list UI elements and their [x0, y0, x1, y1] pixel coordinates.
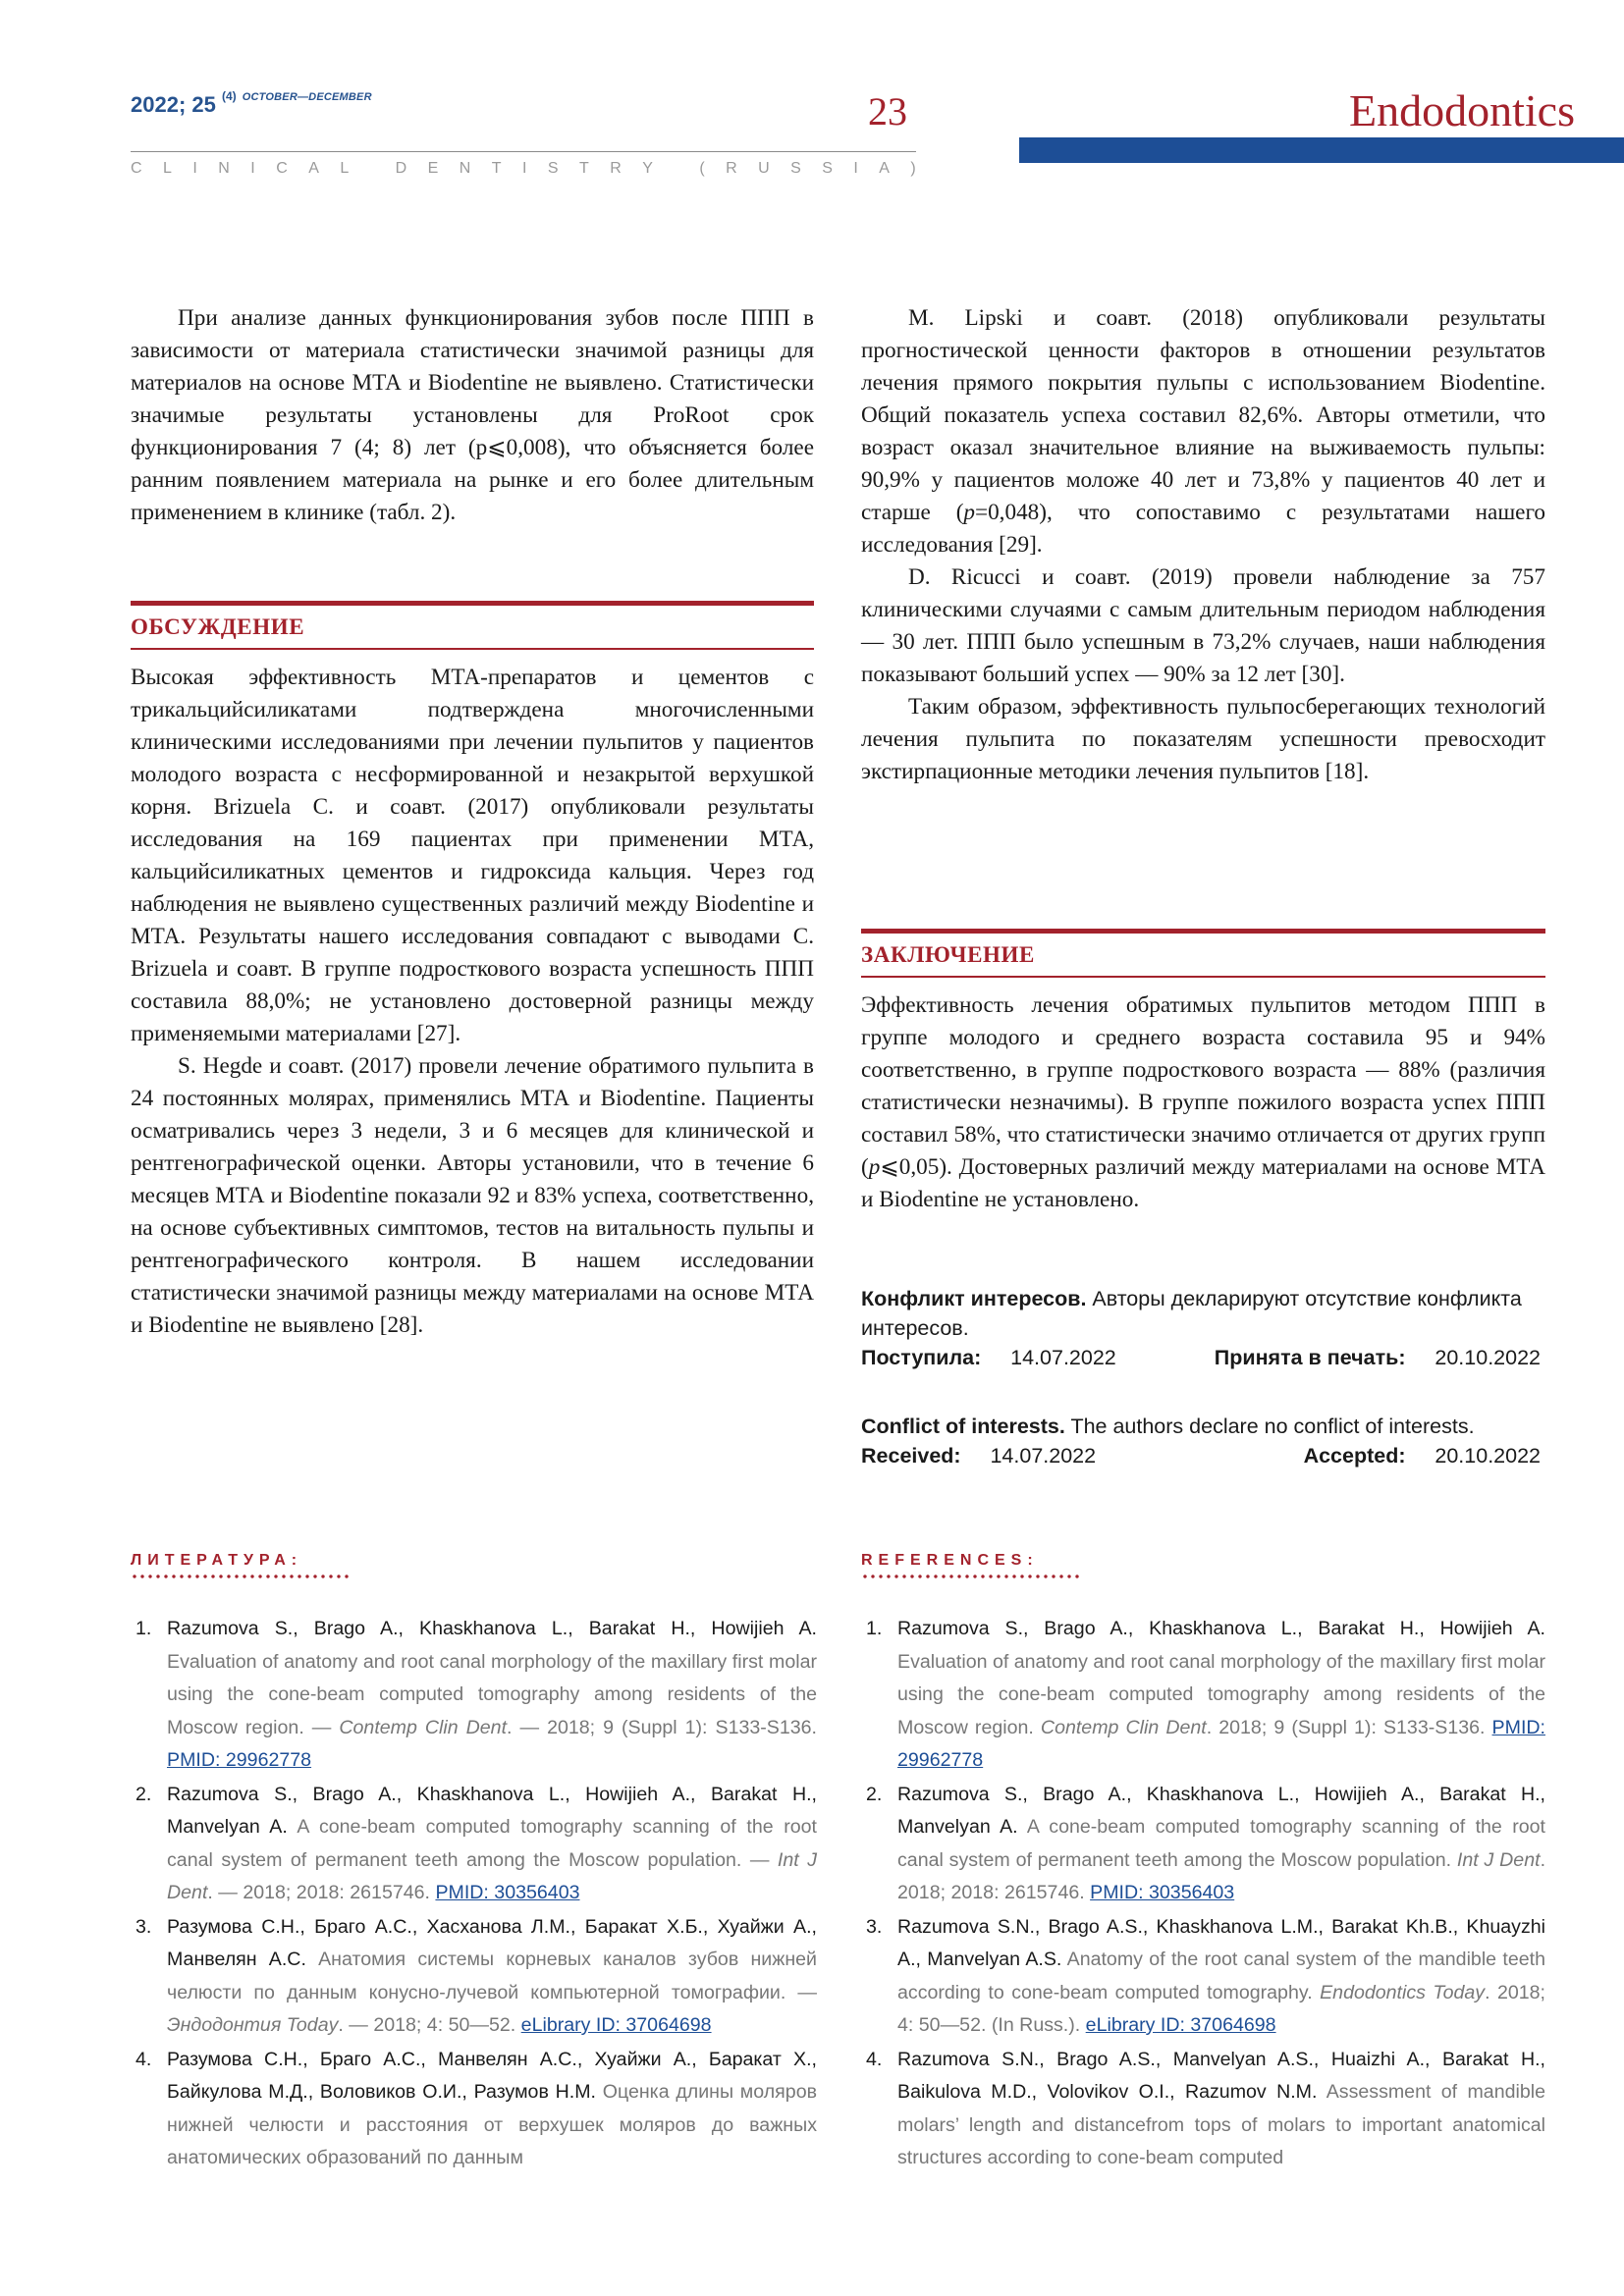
- reference-title: A cone-beam computed tomography scanning of the root canal system of permanent teeth among the Moscow population.: [897, 1816, 1545, 1871]
- conflict-en-label: Conflict of interests.: [861, 1415, 1065, 1438]
- conclusion-paragraph: [861, 989, 1545, 1216]
- conclusion-text: [861, 989, 1545, 1216]
- conclusion-heading: ЗАКЛЮЧЕНИЕ: [861, 942, 1035, 967]
- reference-link[interactable]: PMID: 30356403: [1090, 1882, 1235, 1903]
- reference-authors: Razumova S., Brago A., Khaskhanova L., Howijieh A., Barakat H., Manvelyan A.: [897, 1783, 1545, 1838]
- reference-number: 4.: [866, 2048, 883, 2070]
- reference-title: Оценка длины моляров нижней челюсти и расстояния от верхушек моляров до важных анатомических образований по данным: [167, 2081, 817, 2168]
- reference-authors: Razumova S., Brago A., Khaskhanova L., Barakat H., Howijieh A.: [897, 1618, 1545, 1639]
- reference-number: 2.: [135, 1783, 152, 1805]
- journal-letter: N: [459, 160, 471, 177]
- reference-authors: Разумова С.Н., Браго А.С., Манвелян А.С., Хуайжи А., Баракат Х., Байкулова М.Д., Воловиков О.И., Разумов Н.М.: [167, 2048, 817, 2103]
- dates-ru: [861, 1343, 1541, 1372]
- reference-item: [866, 1911, 1545, 2043]
- accepted-date-ru: 20.10.2022: [1435, 1346, 1541, 1369]
- references-ru-dots: [131, 1575, 352, 1578]
- reference-number: 2.: [866, 1783, 883, 1805]
- reference-number: 1.: [135, 1618, 152, 1639]
- reference-item: [135, 1613, 817, 1778]
- journal-letter: L: [340, 160, 350, 177]
- conclusion-text-a: Эффективность лечения обратимых пульпитов методом ППП в группе молодого и среднего возраста составила 95 и 94% соответственно, в группе подросткового возраста — 88% (различия статистически незначимы). В группе пожилого возраста успех ППП составил 58%, что статистически значимо отличается от других групп (: [861, 992, 1545, 1180]
- section-color-bar: [1019, 137, 1624, 163]
- discussion-text: [131, 662, 814, 1342]
- references-en-heading: REFERENCES:: [861, 1552, 1039, 1569]
- reference-title: Анатомия системы корневых каналов зубов нижней челюсти по данным конусно-лучевой компьютерной томографии. —: [167, 1949, 817, 2003]
- references-en-dots: [861, 1575, 1083, 1578]
- reference-details: . — 2018; 2018: 2615746.: [207, 1882, 436, 1903]
- reference-journal: Endodontics Today: [1320, 1981, 1486, 2003]
- reference-link[interactable]: eLibrary ID: 37064698: [1085, 2014, 1276, 2036]
- references-en-list: [866, 1613, 1545, 2176]
- right-paragraph-1: [861, 302, 1545, 561]
- journal-letter: R: [726, 160, 737, 177]
- received-date-ru: 14.07.2022: [1010, 1346, 1116, 1369]
- journal-letter: Y: [642, 160, 653, 177]
- reference-number: 1.: [866, 1618, 883, 1639]
- reference-title: Assessment of mandible molars’ length and distancefrom tops of molars to important anatomical structures according to cone-beam computed: [897, 2081, 1545, 2168]
- journal-letter: I: [250, 160, 255, 177]
- reference-number: 3.: [135, 1915, 152, 1938]
- reference-details: . 2018; 4: 50—52. (In Russ.).: [897, 1981, 1545, 2036]
- discussion-paragraph-2: S. Hegde и соавт. (2017) провели лечение обратимого пульпита в 24 постоянных молярах, применялись МТА и Biodentine. Пациенты осматривались через 3 недели, 3 и 6 месяцев для клинической и рентгенографической оценки. Авторы установили, что в течение 6 месяцев МТА и Biodentine показали 92 и 83% успеха, соответственно, на основе субъективных симптомов, тестов на витальность пульпы и рентгенографического контроля. В нашем исследовании статистически значимой разницы между материалами на основе МТА и Biodentine не выявлено [28].: [131, 1053, 814, 1338]
- journal-letter: A: [879, 160, 890, 177]
- issue-number: (4): [221, 89, 237, 103]
- journal-letter: S: [822, 160, 833, 177]
- journal-letter: L: [163, 160, 172, 177]
- year-volume: 2022; 25: [131, 92, 216, 117]
- conflict-ru: [861, 1284, 1541, 1372]
- page-number: 23: [868, 89, 907, 133]
- reference-item: [135, 2044, 817, 2175]
- reference-details: . — 2018; 4: 50—52.: [338, 2014, 521, 2036]
- received-date-en: 14.07.2022: [990, 1444, 1097, 1468]
- reference-authors: Razumova S., Brago A., Khaskhanova L., Howijieh A., Barakat H., Manvelyan A.: [167, 1783, 817, 1838]
- reference-authors: Razumova S.N., Brago A.S., Khaskhanova L.M., Barakat Kh.B., Khuayzhi A., Manvelyan A.S.: [897, 1915, 1545, 1970]
- journal-letter: I: [522, 160, 527, 177]
- reference-title: Evaluation of anatomy and root canal morphology of the maxillary first molar using the cone-beam computed tomography among residents of the Moscow region. —: [167, 1650, 817, 1738]
- references-ru-heading: ЛИТЕРАТУРА:: [131, 1552, 303, 1569]
- reference-title: Evaluation of anatomy and root canal morphology of the maxillary first molar using the cone-beam computed tomography among residents of the Moscow region.: [897, 1650, 1545, 1738]
- reference-item: [135, 1911, 817, 2043]
- reference-journal: Int J Dent: [1456, 1848, 1541, 1871]
- reference-details: . 2018; 9 (Suppl 1): S133-S136.: [1206, 1716, 1492, 1738]
- section-title: Endodontics: [1349, 85, 1575, 135]
- conflict-en: [861, 1412, 1541, 1470]
- journal-letter: I: [192, 160, 197, 177]
- reference-details: . — 2018; 9 (Suppl 1): S133-S136.: [507, 1716, 817, 1738]
- reference-link[interactable]: PMID: 29962778: [167, 1749, 312, 1771]
- conclusion-bottom-rule: [861, 976, 1545, 978]
- reference-item: [866, 1613, 1545, 1778]
- discussion-heading: ОБСУЖДЕНИЕ: [131, 614, 305, 639]
- reference-item: [135, 1779, 817, 1910]
- conclusion-top-rule: [861, 929, 1545, 934]
- conflict-ru-statement: [861, 1284, 1541, 1343]
- reference-authors: Разумова С.Н., Браго А.С., Хасханова Л.М., Баракат Х.Б., Хуайжи А., Манвелян А.С.: [167, 1915, 817, 1970]
- conflict-en-text: The authors declare no conflict of interests.: [1064, 1415, 1475, 1438]
- p-value-symbol: p: [963, 500, 976, 525]
- left-column: [131, 302, 814, 529]
- journal-name: [131, 160, 916, 178]
- intro-paragraph: При анализе данных функционирования зубов после ППП в зависимости от материала статистически значимой разницы для материалов на основе МТА и Biodentine не выявлено. Статистически значимые результаты установлены для ProRoot срок функционирования 7 (4; 8) лет (p⩽0,008), что объясняется более ранним появлением материала на рынке и его более длительным применением в клинике (табл. 2).: [131, 305, 814, 525]
- journal-letter: ): [910, 160, 916, 177]
- reference-link[interactable]: PMID: 30356403: [435, 1882, 580, 1903]
- discussion-bottom-rule: [131, 648, 814, 650]
- reference-item: [866, 1779, 1545, 1910]
- conflict-en-statement: [861, 1412, 1541, 1441]
- received-label-ru: Поступила:: [861, 1346, 982, 1369]
- reference-number: 3.: [866, 1915, 883, 1938]
- journal-letter: D: [395, 160, 407, 177]
- right-paragraph-3: Таким образом, эффективность пульпосберегающих технологий лечения пульпита по показателям успешности превосходит экстирпационные методики лечения пульпитов [18].: [861, 694, 1545, 784]
- reference-authors: Razumova S., Brago A., Khaskhanova L., Barakat H., Howijieh A.: [167, 1618, 817, 1639]
- reference-journal: Эндодонтия Today: [167, 2014, 339, 2036]
- discussion-top-rule: [131, 601, 814, 606]
- header-rule: [131, 151, 916, 152]
- issue-info: [131, 89, 372, 118]
- reference-title: Anatomy of the root canal system of the mandible teeth according to cone-beam computed tomography.: [897, 1949, 1545, 2003]
- journal-letter: C: [131, 160, 142, 177]
- reference-link[interactable]: eLibrary ID: 37064698: [520, 2014, 712, 2036]
- accepted-label-ru: Принята в печать:: [1214, 1346, 1406, 1369]
- accepted-date-en: 20.10.2022: [1435, 1444, 1541, 1468]
- reference-authors: Razumova S.N., Brago A.S., Manvelyan A.S., Huaizhi A., Barakat H., Baikulova M.D., Volovikov O.I., Razumov N.M.: [897, 2048, 1545, 2103]
- accepted-label-en: Accepted:: [1303, 1444, 1406, 1468]
- journal-letter: T: [491, 160, 502, 177]
- reference-journal: Contemp Clin Dent: [1040, 1716, 1207, 1738]
- conclusion-p-symbol: p: [868, 1154, 881, 1180]
- journal-letter: T: [579, 160, 589, 177]
- reference-number: 4.: [135, 2048, 152, 2070]
- right-paragraph-2: D. Ricucci и соавт. (2019) провели наблюдение за 757 клиническими случаями с самым длительным периодом наблюдения — 30 лет. ППП было успешным в 73,2% случаев, наши наблюдения показывают больший успех — 90% за 12 лет [30].: [861, 564, 1545, 687]
- conflict-ru-text: Авторы декларируют отсутствие конфликта интересов.: [861, 1287, 1522, 1340]
- received-label-en: Received:: [861, 1444, 961, 1468]
- journal-letter: (: [699, 160, 705, 177]
- journal-letter: U: [758, 160, 770, 177]
- journal-letter: E: [427, 160, 439, 177]
- journal-letter: S: [547, 160, 559, 177]
- journal-letter: R: [610, 160, 622, 177]
- reference-journal: Contemp Clin Dent: [339, 1716, 508, 1738]
- journal-letter: S: [790, 160, 801, 177]
- journal-letter: A: [308, 160, 319, 177]
- journal-letter: [370, 160, 374, 178]
- reference-details: . 2018; 2018: 2615746.: [897, 1848, 1546, 1903]
- reference-link[interactable]: PMID: 29962778: [897, 1716, 1545, 1771]
- issue-months: OCTOBER—DECEMBER: [242, 91, 372, 103]
- reference-title: A cone-beam computed tomography scanning of the root canal system of permanent teeth among the Moscow population. —: [167, 1816, 817, 1871]
- conclusion-text-b: ⩽0,05). Достоверных различий между материалами на основе МТА и Biodentine не установлено.: [861, 1154, 1545, 1212]
- right-paragraph-1-text: M. Lipski и соавт. (2018) опубликовали результаты прогностической ценности факторов в отношении результатов лечения прямого покрытия пульпы с использованием Biodentine. Общий показатель успеха составил 82,6%. Авторы отметили, что возраст оказал значительное влияние на выживаемость пульпы: 90,9% у пациентов моложе 40 лет и 73,8% у пациентов 40 лет и старше (: [861, 305, 1545, 525]
- journal-letter: C: [276, 160, 288, 177]
- dates-en: [861, 1441, 1541, 1470]
- journal-letter: I: [853, 160, 858, 177]
- right-paragraph-1-end: =0,048), что сопоставимо с результатами нашего исследования [29].: [861, 500, 1545, 558]
- references-ru-list: [135, 1613, 817, 2176]
- right-column: [861, 302, 1545, 788]
- discussion-paragraph-1: Высокая эффективность МТА-препаратов и цементов с трикальцийсиликатами подтверждена многочисленными клиническими исследованиями при лечении пульпитов у пациентов молодого возраста с несформированной и незакрытой верхушкой корня. Brizuela C. и соавт. (2017) опубликовали результаты исследования на 169 пациентах при применении МТА, кальцийсиликатных цементов и гидроксида кальция. Через год наблюдения не выявлено существенных различий между Biodentine и МТА. Результаты нашего исследования совпадают с выводами C. Brizuela и соавт. В группе подросткового возраста успешность ППП составила 88,0%; не установлено достоверной разницы между применяемыми материалами [27].: [131, 665, 814, 1046]
- reference-journal: Int J Dent: [167, 1848, 817, 1903]
- conflict-ru-label: Конфликт интересов.: [861, 1287, 1087, 1310]
- journal-letter: [674, 160, 677, 178]
- journal-letter: N: [218, 160, 230, 177]
- reference-item: [866, 2044, 1545, 2175]
